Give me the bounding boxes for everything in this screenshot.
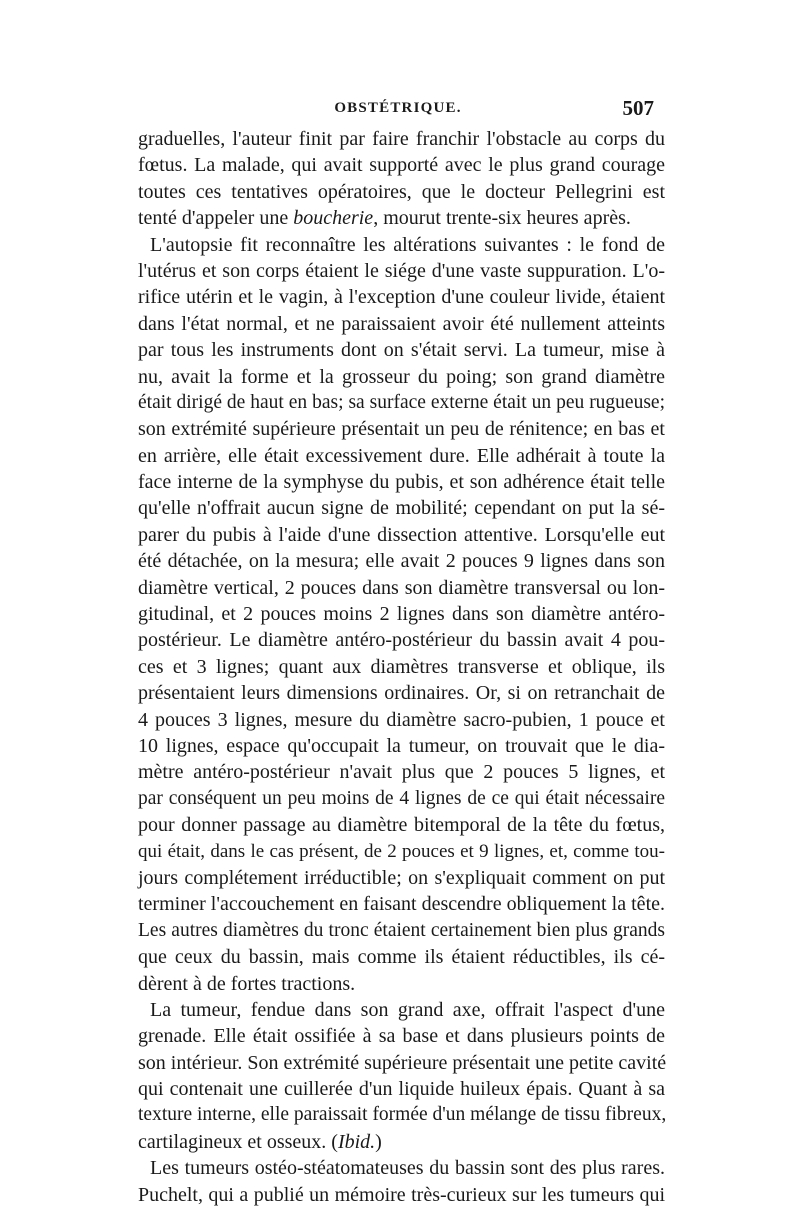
text-line: par tous les instruments dont on s'était servi. La tumeur, mise à (138, 339, 665, 362)
text-line: Les tumeurs ostéo-stéatomateuses du bassin sont des plus rares. (150, 1157, 665, 1180)
text-line: Puchelt, qui a publié un mémoire très-curieux sur les tumeurs qui (138, 1183, 665, 1206)
italic-text: boucherie (293, 207, 374, 230)
page-header (138, 96, 658, 122)
text-line: parer du pubis à l'aide d'une dissection attentive. Lorsqu'elle eut (138, 523, 665, 546)
text-line: mètre antéro-postérieur n'avait plus que 2 pouces 5 lignes, et (138, 761, 665, 784)
text-line: rifice utérin et le vagin, à l'exception d'une couleur livide, étaient (138, 286, 665, 309)
text-line: était dirigé de haut en bas; sa surface externe était un peu rugueuse; (138, 391, 665, 413)
text-line: son extrémité supérieure présentait un peu de rénitence; en bas et (138, 418, 665, 441)
text-line: 4 pouces 3 lignes, mesure du diamètre sacro-pubien, 1 pouce et (138, 708, 665, 731)
text-line: gitudinal, et 2 pouces moins 2 lignes dans son diamètre antéro- (138, 603, 665, 626)
text-line: diamètre vertical, 2 pouces dans son diamètre transversal ou lon- (138, 576, 665, 599)
text-line: L'autopsie fit reconnaître les altérations suivantes : le fond de (150, 233, 665, 256)
text-line: ces et 3 lignes; quant aux diamètres transverse et oblique, ils (138, 655, 665, 678)
text-line: La tumeur, fendue dans son grand axe, offrait l'aspect d'une (150, 998, 665, 1021)
text-line: cartilagineux et osseux. (Ibid.) (138, 1130, 382, 1153)
body-text (138, 126, 665, 1208)
italic-text: Ibid. (337, 1130, 376, 1153)
text-line: qui était, dans le cas présent, de 2 pouces et 9 lignes, et, comme tou- (138, 840, 665, 862)
text-line: graduelles, l'auteur finit par faire franchir l'obstacle au corps du (138, 128, 665, 150)
text-line: terminer l'accouchement en faisant descendre obliquement la tête. (138, 893, 665, 916)
text-line: jours complétement irréductible; on s'expliquait comment on put (138, 866, 665, 889)
text-line: qu'elle n'offrait aucun signe de mobilité; cependant on put la sé- (138, 497, 665, 520)
text-line: postérieur. Le diamètre antéro-postérieur du bassin avait 4 pou- (138, 629, 665, 652)
running-title: OBSTÉTRIQUE. (334, 100, 462, 116)
text-line: par conséquent un peu moins de 4 lignes de ce qui était nécessaire (138, 787, 665, 809)
text-line: toutes ces tentatives opératoires, que le docteur Pellegrini est (138, 180, 665, 203)
text-line: en arrière, elle était excessivement dure. Elle adhérait à toute la (138, 444, 665, 467)
text-line: 10 lignes, espace qu'occupait la tumeur, on trouvait que le dia- (138, 734, 665, 757)
text-line: dans l'état normal, et ne paraissaient avoir été nullement atteints (138, 312, 665, 335)
text-line: qui contenait une cuillerée d'un liquide huileux épais. Quant à sa (138, 1078, 665, 1101)
text-line: l'utérus et son corps étaient le siége d'une vaste suppuration. L'o- (138, 259, 665, 282)
text-line: pour donner passage au diamètre bitemporal de la tête du fœtus, (138, 814, 665, 837)
text-line: Les autres diamètres du tronc étaient certainement bien plus grands (138, 919, 665, 941)
text-line: présentaient leurs dimensions ordinaires. Or, si on retranchait de (138, 682, 665, 705)
text-line: dèrent à de fortes tractions. (138, 972, 356, 995)
text-line: grenade. Elle était ossifiée à sa base et dans plusieurs points de (138, 1025, 665, 1048)
text-line: tenté d'appeler une boucherie, mourut trente-six heures après. (138, 207, 631, 230)
text-line: face interne de la symphyse du pubis, et son adhérence était telle (138, 471, 665, 494)
text-line: son intérieur. Son extrémité supérieure présentait une petite cavité (138, 1051, 667, 1074)
text-line: fœtus. La malade, qui avait supporté avec le plus grand courage (138, 154, 665, 177)
text-line: que ceux du bassin, mais comme ils étaient réductibles, ils cé- (138, 946, 665, 969)
text-line: texture interne, elle paraissait formée d'un mélange de tissu fibreux, (138, 1104, 667, 1126)
page-number: 507 (622, 96, 654, 120)
text-line: été détachée, on la mesura; elle avait 2 pouces 9 lignes dans son (138, 550, 665, 573)
text-line: nu, avait la forme et la grosseur du poing; son grand diamètre (138, 365, 665, 388)
